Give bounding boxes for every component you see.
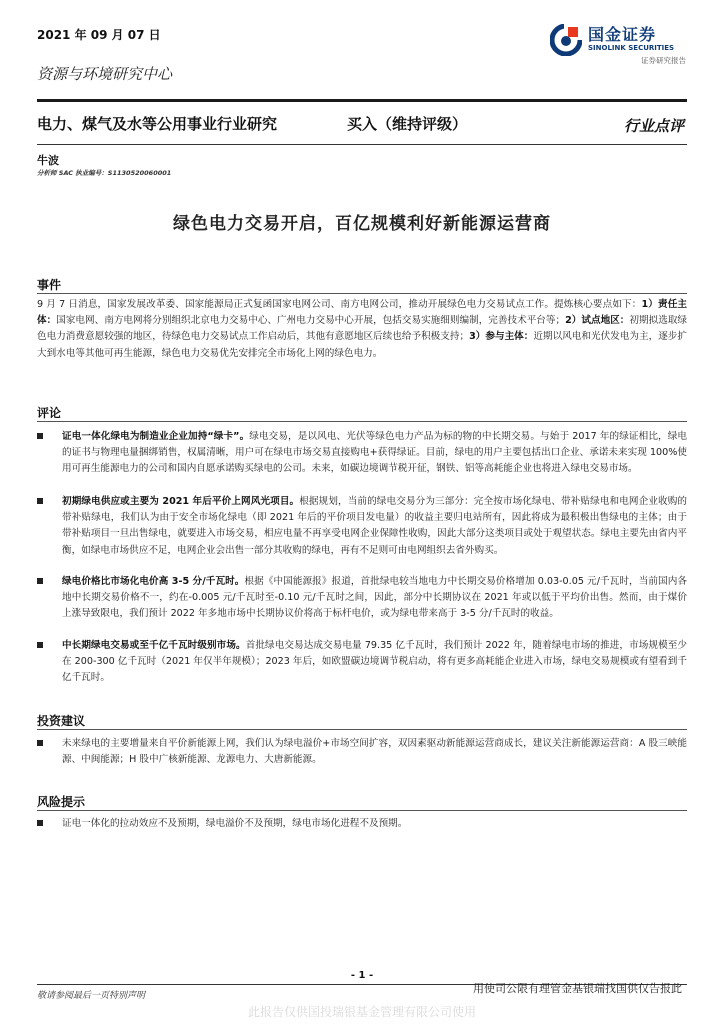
author-name: 牛波 [37, 154, 59, 167]
event-heading: 事件 [37, 278, 62, 292]
bullet-square-icon [37, 433, 43, 439]
industry-name: 电力、煤气及水等公用事业行业研究 [37, 115, 278, 133]
comment-divider [37, 421, 687, 422]
logo-chinese-name: 国金证券 [588, 25, 657, 44]
footer-right-text: 用使司公限有理管金基银瑞找国供仅告报此 [473, 982, 682, 995]
risk-bullet-text: 证电一体化的拉动效应不及预期，绿电溢价不及预期，绿电市场化进程不及预期。 [62, 818, 408, 829]
author-certificate: 分析师 SAC 执业编号：S1130520060001 [37, 169, 172, 177]
page-number: - 1 - [350, 970, 374, 981]
header-divider [37, 99, 687, 102]
subheader-divider [37, 144, 687, 145]
bullet-square-icon [37, 820, 43, 826]
event-divider [37, 293, 687, 294]
comment-bullet-2-text: 初期绿电供应或主要为 2021 年后平价上网风光项目。根据规划，当前的绿电交易分为三部分：完全按市场化绿电、带补贴绿电和电网企业收购的带补贴绿电，我们认为由于安全市场化绿电（即 2021 年后的平价项目发电量）的收益主要归电站所有，因此将成为最积极出售绿电的主体；由于带补贴项目一旦出售绿电，就要进入市场交易，相应电量不再享受电网企业保障性收购，因此大部分这类项目或处于观望状态。绿电主要先由省内平衡，如绿电市场供应不足，电网企业会出售一部分其收购的绿电，再有不足则可由电网组织去省外购买。 [62, 496, 688, 556]
report-date: 2021 年 09 月 07 日 [37, 28, 161, 42]
report-type: 行业点评 [623, 117, 684, 135]
logo-english-name: SINOLINK SECURITIES [588, 44, 675, 52]
bullet-square-icon [37, 578, 43, 584]
bullet-square-icon [37, 498, 43, 504]
comment-bullet-3-text: 绿电价格比市场化电价高 3-5 分/千瓦时。根据《中国能源报》报道，首批绿电较当地电力中长期交易价格增加 0.03-0.05 元/千瓦时，当前国内各地中长期交易价格不一，约在-0.005 元/千瓦时至-0.10 元/千瓦时之间，因此，部分中长期协议在 2021 年或以低于平均价出售。然而，由于煤价上涨导致限电，我们预计 2022 年多地市场中长期协议价将高于标杆电价，或为绿电带来高于 3-5 分/千瓦时的收益。 [62, 576, 687, 620]
event-paragraph: 9 月 7 日消息，国家发展改革委、国家能源局正式复函国家电网公司、南方电网公司，推动开展绿色电力交易试点工作。提炼核心要点如下：1）责任主体：国家电网、南方电网将分别组织北京电力交易中心、广州电力交易中心开展，包括交易实施细则编制，完善技术平台等；2）试点地区：初期拟选取绿色电力消费意愿较强的地区，待绿色电力交易试点工作启动后，其他有意愿地区后续也给予积极支持；3）参与主体：近期以风电和光伏发电为主，逐步扩大到水电等其他可再生能源，绿色电力交易优先安排完全市场化上网的绿色电力。 [37, 299, 688, 359]
comment-heading: 评论 [37, 406, 62, 420]
rating: 买入（维持评级） [347, 115, 468, 133]
disclaimer: 敬请参阅最后一页特别声明 [37, 991, 146, 1001]
sinolink-logo-icon [550, 24, 582, 56]
bullet-square-icon [37, 642, 43, 648]
risk-heading: 风险提示 [37, 795, 86, 809]
investment-heading: 投资建议 [37, 714, 86, 728]
watermark: 此报告仅供国投瑞银基金管理有限公司使用 [247, 1005, 476, 1019]
bullet-square-icon [37, 740, 43, 746]
investment-bullet-text: 未来绿电的主要增量来自平价新能源上网，我们认为绿电溢价+市场空间扩容，双因素驱动新能源运营商成长，建议关注新能源运营商：A 股三峡能源、中闽能源；H 股中广核新能源、龙源电力、大唐新能源。 [62, 738, 687, 766]
comment-bullet-4-text: 中长期绿电交易或至千亿千瓦时级别市场。首批绿电交易达成交易电量 79.35 亿千瓦时，我们预计 2022 年，随着绿电市场的推进，市场规模至少在 200-300 亿千瓦时（2021 年仅半年规模）；2023 年后，如欧盟碳边境调节税启动，将有更多高耗能企业进入市场，绿电交易规模或有望看到千亿千瓦时。 [62, 640, 688, 684]
comment-bullet-1-text: 证电一体化绿电为制造业企业加持“绿卡”。绿电交易，是以风电、光伏等绿色电力产品为标的物的中长期交易。与始于 2017 年的绿证相比，绿电的证书与物理电量捆绑销售，权属清晰，用户可在绿电市场交易直接购电+获得绿证。目前，绿电的用户主要包括出口企业、承诺未来实现 100%使用可再生能源电力的公司和国内自愿承诺购买绿电的公司。未来，如碳边境调节税开征，钢铁、铝等高耗能企业也将进入绿电交易市场。 [62, 431, 687, 475]
investment-divider [37, 729, 687, 730]
risk-divider [37, 810, 687, 811]
report-category: 证券研究报告 [641, 56, 686, 65]
report-title: 绿色电力交易开启，百亿规模利好新能源运营商 [173, 214, 551, 234]
research-center: 资源与环境研究中心 [37, 65, 173, 83]
